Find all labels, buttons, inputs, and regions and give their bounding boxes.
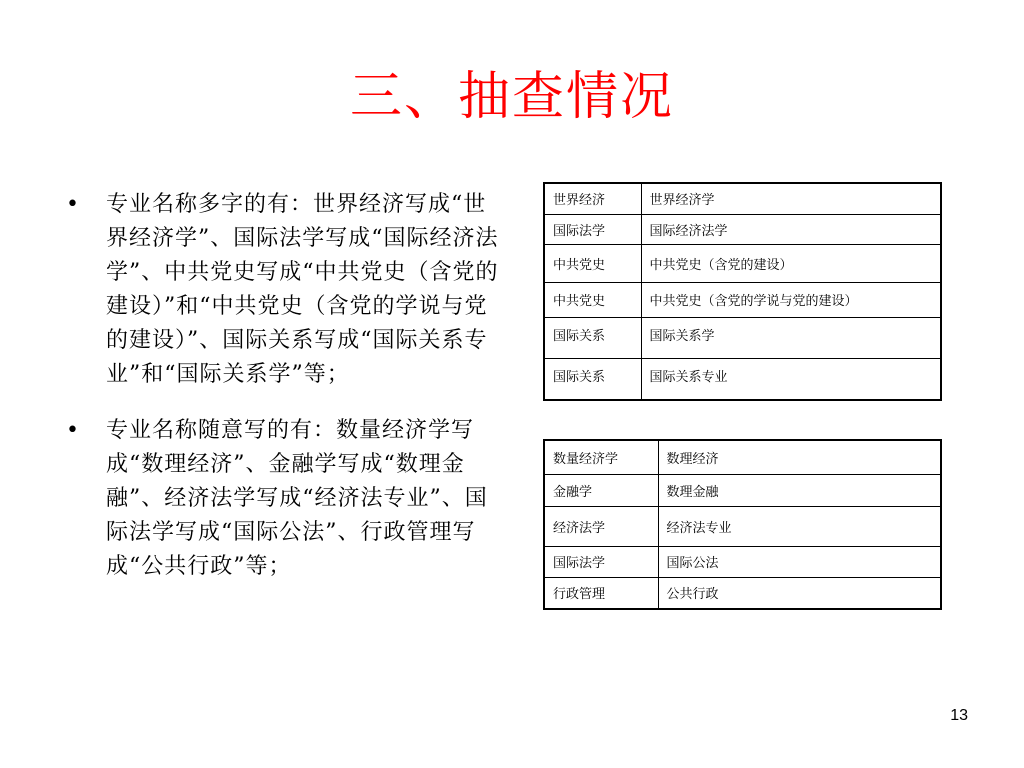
- table-cell-standard-name: 经济法学: [544, 506, 658, 546]
- major-name-table-arbitrary: [543, 439, 942, 610]
- table-cell-standard-name: 国际法学: [544, 214, 641, 244]
- table-cell-standard-name: 国际关系: [544, 358, 641, 400]
- table-row: [544, 282, 941, 317]
- table-cell-standard-name: 中共党史: [544, 282, 641, 317]
- table-row: [544, 546, 941, 577]
- table-cell-standard-name: 数量经济学: [544, 440, 658, 474]
- table-cell-written-name: 国际关系学: [641, 317, 941, 358]
- bullet-item: [66, 414, 506, 584]
- table-row: [544, 214, 941, 244]
- table-cell-written-name: 国际经济法学: [641, 214, 941, 244]
- table-cell-standard-name: 世界经济: [544, 183, 641, 214]
- bullet-list: [66, 188, 506, 584]
- page-number: 13: [950, 707, 968, 724]
- table-cell-standard-name: 国际法学: [544, 546, 658, 577]
- bullet-text: 专业名称多字的有：世界经济写成“世界经济学”、国际法学写成“国际经济法学”、中共党史写成“中共党史（含党的建设）”和“中共党史（含党的学说与党的建设）”、国际关系写成“国际关系专业”和“国际关系学”等；: [106, 192, 499, 387]
- table-cell-written-name: 国际公法: [658, 546, 941, 577]
- table-cell-standard-name: 金融学: [544, 474, 658, 506]
- table-row: [544, 506, 941, 546]
- major-name-table-extra-words: [543, 182, 942, 401]
- table-cell-written-name: 数理金融: [658, 474, 941, 506]
- table-cell-written-name: 经济法专业: [658, 506, 941, 546]
- table-row: [544, 358, 941, 400]
- table-cell-written-name: 中共党史（含党的建设）: [641, 244, 941, 282]
- bullet-marker: •: [66, 192, 80, 217]
- table-cell-written-name: 中共党史（含党的学说与党的建设）: [641, 282, 941, 317]
- slide-title: 三、抽查情况: [349, 67, 674, 127]
- table-row: [544, 474, 941, 506]
- table-cell-written-name: 国际关系专业: [641, 358, 941, 400]
- bullet-marker: •: [66, 418, 80, 443]
- table-cell-written-name: 数理经济: [658, 440, 941, 474]
- table-row: [544, 577, 941, 609]
- table-cell-standard-name: 中共党史: [544, 244, 641, 282]
- table-row: [544, 183, 941, 214]
- table-row: [544, 440, 941, 474]
- table-cell-written-name: 世界经济学: [641, 183, 941, 214]
- table-row: [544, 244, 941, 282]
- bullet-item: [66, 188, 506, 392]
- table-cell-written-name: 公共行政: [658, 577, 941, 609]
- table-cell-standard-name: 行政管理: [544, 577, 658, 609]
- table-cell-standard-name: 国际关系: [544, 317, 641, 358]
- bullet-text: 专业名称随意写的有：数量经济学写成“数理经济”、金融学写成“数理金融”、经济法学写成“经济法专业”、国际法学写成“国际公法”、行政管理写成“公共行政”等；: [106, 418, 488, 579]
- table-row: [544, 317, 941, 358]
